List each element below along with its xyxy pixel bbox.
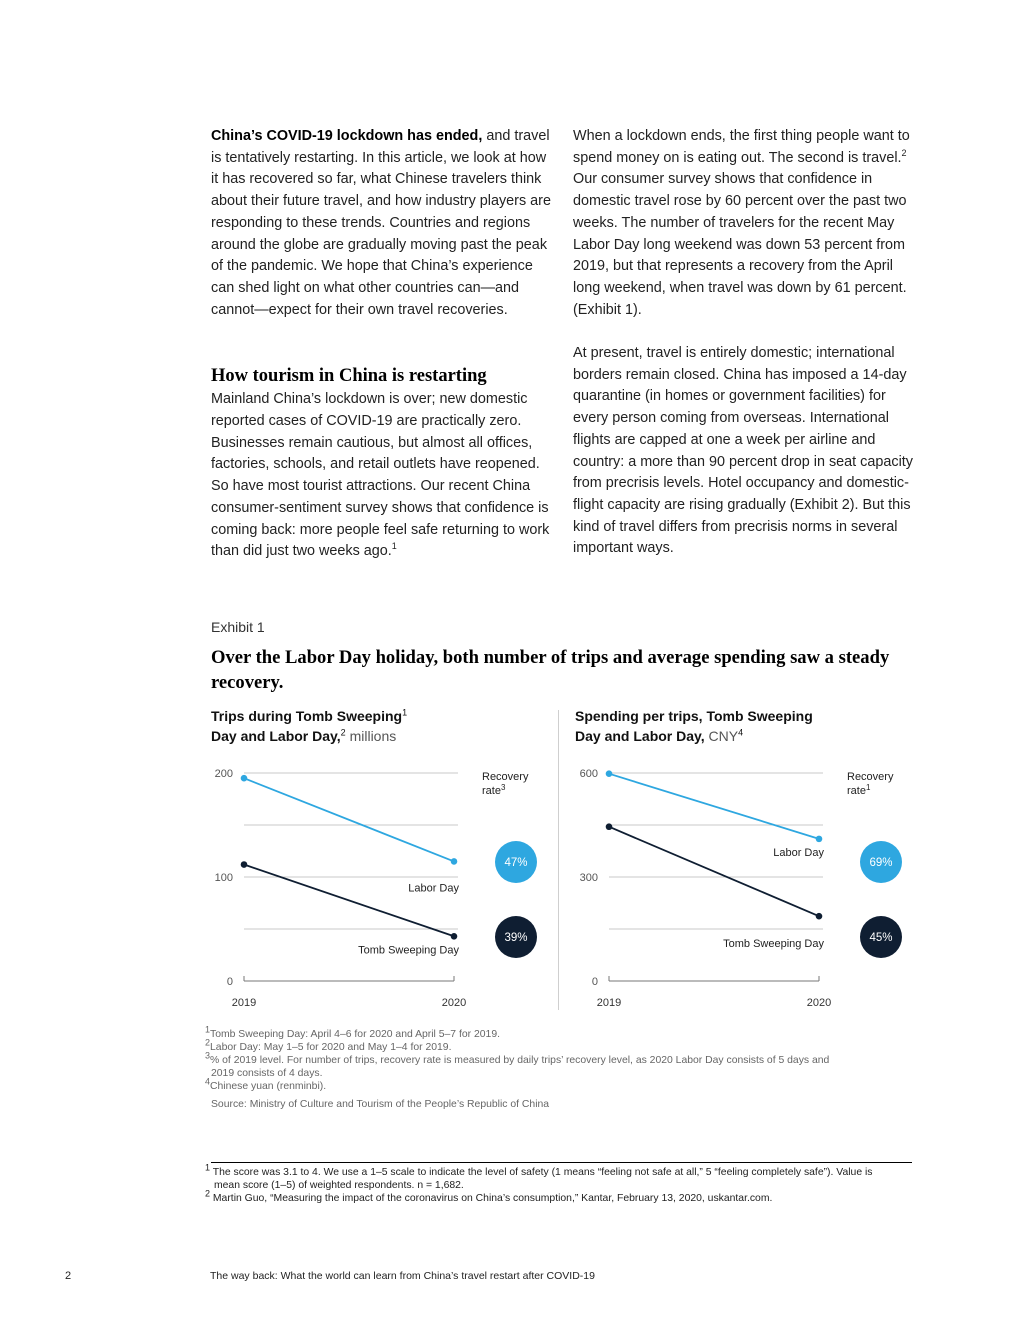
exhibit-notes <box>205 1024 925 1111</box>
exhibit-note: $^3$% of 2019 level. For number of trips, recovery rate is measured by daily trips’ recovery level, as 2020 Labor Day consists of 5 days and <box>205 1050 830 1066</box>
recovery-rate-label: rate$^3$ <box>482 783 506 797</box>
data-point-tomb-sweeping-day-2020 <box>816 913 823 920</box>
data-point-labor-day-2019 <box>606 770 613 777</box>
exhibit-note-continued: 2019 consists of 4 days. <box>211 1068 323 1079</box>
recovery-rate-label: rate$^1$ <box>847 783 871 797</box>
exhibit-note: $^4$Chinese yuan (renminbi). <box>205 1076 327 1092</box>
chart-1-title-sup-2: 2 <box>340 727 346 738</box>
spending-chart <box>565 755 905 1025</box>
page-number: 2 <box>65 1270 72 1282</box>
x-tick-label: 2020 <box>441 997 467 1009</box>
data-point-labor-day-2020 <box>451 858 458 865</box>
y-tick-label: 0 <box>591 976 598 988</box>
series-label-tomb-sweeping-day: Tomb Sweeping Day <box>358 944 459 957</box>
body-paragraph-2-text: Mainland China’s lockdown is over; new domestic reported cases of COVID-19 are practically zero. Businesses remain cautious, but almost all offices, factories, schools, and retail outlets have reopened. So have most tourist attractions. Our recent China consumer-sentiment survey shows that confidence is coming back: more people feel safe returning to work than did just two weeks ago. <box>211 391 550 560</box>
recovery-value-tomb-sweeping-day: 45% <box>869 932 893 944</box>
y-tick-label: 100 <box>214 872 233 884</box>
body-paragraph-3 <box>573 126 918 321</box>
series-label-labor-day: Labor Day <box>773 846 824 859</box>
section-heading: How tourism in China is restarting <box>211 366 487 387</box>
recovery-rate-label: Recovery <box>482 771 529 783</box>
body-column-right <box>573 126 918 560</box>
footnote-rule <box>211 1162 912 1163</box>
chart-1-title-sup-1: 1 <box>402 707 408 718</box>
running-title: The way back: What the world can learn from China’s travel restart after COVID-19 <box>210 1270 595 1282</box>
chart-2-unit: CNY <box>704 728 739 744</box>
recovery-value-labor-day: 47% <box>504 857 528 869</box>
exhibit-label: Exhibit 1 <box>211 619 265 635</box>
y-tick-label: 200 <box>214 768 233 780</box>
exhibit-note: $^2$Labor Day: May 1–5 for 2020 and May 1–4 for 2019. <box>205 1037 452 1053</box>
intro-lead: China’s COVID-19 lockdown has ended, <box>211 128 483 144</box>
series-label-labor-day: Labor Day <box>408 882 459 895</box>
recovery-value-labor-day: 69% <box>869 857 893 869</box>
chart-2-title-line-1: Spending per trips, Tomb Sweeping <box>575 708 813 724</box>
chart-divider <box>558 710 559 1010</box>
series-line-labor-day <box>609 774 819 839</box>
exhibit-source: Source: Ministry of Culture and Tourism of the People’s Republic of China <box>211 1099 550 1110</box>
footnote-continued: mean score (1–5) of weighted respondents. n = 1,682. <box>214 1180 464 1191</box>
body-paragraph-3-text-b: Our consumer survey shows that confidence in domestic travel rose by 60 percent over the past two weeks. The number of travelers for the recent May Labor Day long weekend was down 53 percent from 2019, but that represents a recovery from the April long weekend, when travel was down by 61 percent. (Exhibit 1). <box>573 171 907 318</box>
chart-2-title-line-2: Day and Labor Day, <box>575 728 705 744</box>
data-point-labor-day-2019 <box>241 775 248 782</box>
chart-2-unit-sup: 4 <box>738 727 744 738</box>
x-tick-label: 2019 <box>231 997 257 1009</box>
data-point-labor-day-2020 <box>816 836 823 843</box>
body-column-left <box>211 126 556 563</box>
body-paragraph-4: At present, travel is entirely domestic; international borders remain closed. China has imposed a 14-day quarantine (in homes or government facilities) for every person coming from overseas. International flights are capped at one a week per airline and country: a more than 90 percent drop in seat capacity from precrisis levels. Hotel occupancy and domestic-flight capacity are rising gradually (Exhibit 2). But this kind of travel differs from precrisis norms in several important ways. <box>573 345 913 557</box>
chart-1-title-line-2: Day and Labor Day, <box>211 728 341 744</box>
series-label-tomb-sweeping-day: Tomb Sweeping Day <box>723 938 824 951</box>
data-point-tomb-sweeping-day-2019 <box>606 823 613 830</box>
y-tick-label: 600 <box>579 768 598 780</box>
chart-1-unit: millions <box>345 728 397 744</box>
footnote-ref-1: 1 <box>391 541 397 552</box>
footnote-ref-2: 2 <box>901 147 907 158</box>
exhibit-title: Over the Labor Day holiday, both number of trips and average spending saw a steady recovery. <box>211 647 890 693</box>
intro-text: and travel is tentatively restarting. In this article, we look at how it has recovered so far, what Chinese travelers think about their future travel, and how industry players are responding to these trends. Countries and regions around the globe are gradually moving past the peak of the pandemic. We hope that China’s experience can shed light on what other countries can—and cannot—expect for their own travel recoveries. <box>211 128 551 318</box>
chart-1-title-line-1: Trips during Tomb Sweeping <box>211 708 403 724</box>
recovery-rate-label: Recovery <box>847 771 894 783</box>
x-tick-label: 2019 <box>596 997 622 1009</box>
data-point-tomb-sweeping-day-2019 <box>241 861 248 868</box>
data-point-tomb-sweeping-day-2020 <box>451 933 458 940</box>
intro-paragraph <box>211 126 556 321</box>
chart-2-title <box>575 706 875 746</box>
body-paragraph-3-text-a: When a lockdown ends, the first thing people want to spend money on is eating out. The second is travel. <box>573 128 910 166</box>
x-tick-label: 2020 <box>806 997 832 1009</box>
exhibit-note: $^1$Tomb Sweeping Day: April 4–6 for 2020 and April 5–7 for 2019. <box>205 1024 500 1040</box>
footnote: $^1$ The score was 3.1 to 4. We use a 1–5 scale to indicate the level of safety (1 means “feeling not safe at all,” 5 “feeling completely safe”). Value is <box>205 1162 873 1178</box>
series-line-labor-day <box>244 778 454 861</box>
y-tick-label: 300 <box>579 872 598 884</box>
series-line-tomb-sweeping-day <box>244 865 454 937</box>
trips-chart <box>200 755 540 1025</box>
footnote: $^2$ Martin Guo, “Measuring the impact of the coronavirus on China’s consumption,” Kantar, February 13, 2020, uskantar.com. <box>205 1188 773 1204</box>
recovery-value-tomb-sweeping-day: 39% <box>504 932 528 944</box>
body-paragraph-2 <box>211 389 556 563</box>
series-line-tomb-sweeping-day <box>609 827 819 916</box>
y-tick-label: 0 <box>226 976 233 988</box>
chart-1-title <box>211 706 511 746</box>
page-footnotes <box>205 1162 925 1205</box>
